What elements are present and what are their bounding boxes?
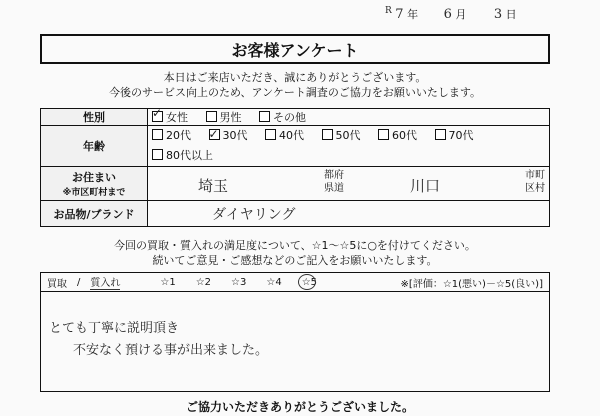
intro-text (40, 70, 550, 100)
checkbox-icon[interactable] (152, 129, 163, 140)
date-day: 3 (493, 7, 503, 22)
checkbox-icon[interactable] (378, 129, 389, 140)
age-label: 年齢 (41, 126, 148, 167)
item-field[interactable] (148, 201, 550, 227)
evaluation-header (41, 273, 549, 292)
gender-option-female[interactable]: ✓ 女性 (152, 109, 188, 125)
evaluation-box (40, 272, 550, 392)
comment-line-1: とても丁寧に説明頂き (49, 321, 180, 336)
address-prefecture-value[interactable]: 埼玉 (198, 177, 229, 195)
customer-info-table (40, 108, 550, 227)
checkbox-icon[interactable] (322, 129, 333, 140)
footer-thanks: ご協力いただきありがとうございました。 (185, 400, 414, 414)
type-separator: / (77, 276, 81, 288)
gender-label: 性別 (41, 109, 148, 126)
date-month: 6 (443, 7, 452, 22)
date-year: 7 (395, 7, 404, 22)
intro-line-2: 今後のサービス向上のため、アンケート調査のご協力をお願いいたします。 (108, 86, 482, 99)
rating-legend: ※[評価：☆1(悪い)－☆5(良い)] (400, 278, 543, 290)
date-month-unit: 月 (455, 8, 467, 21)
type-pawn[interactable]: 質入れ (90, 274, 120, 290)
address-label: お住まい (72, 171, 116, 184)
star-4[interactable]: ☆4 (266, 276, 282, 288)
age-option-50s[interactable]: 50代 (322, 126, 361, 146)
checkbox-checked-icon[interactable] (152, 111, 163, 122)
date-day-unit: 日 (505, 8, 517, 21)
pref-suffix-top: 都府 (324, 170, 344, 181)
age-option-20s[interactable]: 20代 (152, 126, 191, 146)
address-city-value[interactable]: 川口 (410, 177, 441, 195)
checkbox-icon[interactable] (259, 111, 270, 122)
prefecture-suffix (324, 169, 344, 195)
intro-line-1: 本日はご来店いただき、誠にありがとうございます。 (163, 71, 427, 84)
address-field[interactable] (148, 167, 550, 201)
gender-option-male[interactable]: 男性 (206, 109, 242, 125)
survey-intro (40, 238, 550, 268)
age-option-40s[interactable]: 40代 (265, 126, 304, 146)
form-title: お客様アンケート (40, 34, 550, 64)
checkbox-icon[interactable] (435, 129, 446, 140)
star-3[interactable]: ☆3 (231, 276, 247, 288)
date-year-unit: 年 (407, 8, 419, 21)
age-option-30s[interactable]: ✓ 30代 (209, 126, 248, 146)
checkbox-icon[interactable] (152, 149, 163, 160)
comment-line-2: 不安なく預ける事が出来ました。 (73, 343, 269, 358)
star-5[interactable]: ☆5 (301, 276, 318, 288)
star-2[interactable]: ☆2 (195, 276, 212, 288)
item-label: お品物/ブランド (41, 201, 148, 227)
checkbox-checked-icon[interactable] (209, 129, 220, 140)
pref-suffix-bottom: 県道 (324, 183, 344, 194)
age-options (148, 126, 550, 167)
star-1[interactable]: ☆1 (160, 276, 176, 288)
type-buy[interactable]: 買取 (47, 278, 67, 290)
city-suffix-top: 市町 (525, 170, 545, 181)
address-sublabel: ※市区町村まで (62, 188, 126, 198)
city-suffix (525, 169, 545, 195)
item-value[interactable]: ダイヤリング (212, 206, 296, 223)
era-mark: R (385, 6, 392, 16)
checkbox-icon[interactable] (206, 111, 217, 122)
date-line (385, 6, 517, 22)
address-label-cell (41, 167, 148, 201)
age-option-60s[interactable]: 60代 (378, 126, 417, 146)
comment-area[interactable] (41, 292, 549, 362)
age-option-70s[interactable]: 70代 (435, 126, 474, 146)
survey-intro-line-2: 続いてご意見・ご感想などのご記入をお願いいたします。 (152, 254, 438, 267)
gender-option-other[interactable]: その他 (259, 109, 306, 125)
checkbox-icon[interactable] (265, 129, 276, 140)
age-option-80s-plus[interactable]: 80代以上 (152, 146, 213, 166)
survey-intro-line-1: 今回の買取・質入れの満足度について、☆1〜☆5に○を付けてください。 (114, 239, 476, 252)
city-suffix-bottom: 区村 (525, 183, 545, 194)
gender-options (148, 109, 550, 126)
